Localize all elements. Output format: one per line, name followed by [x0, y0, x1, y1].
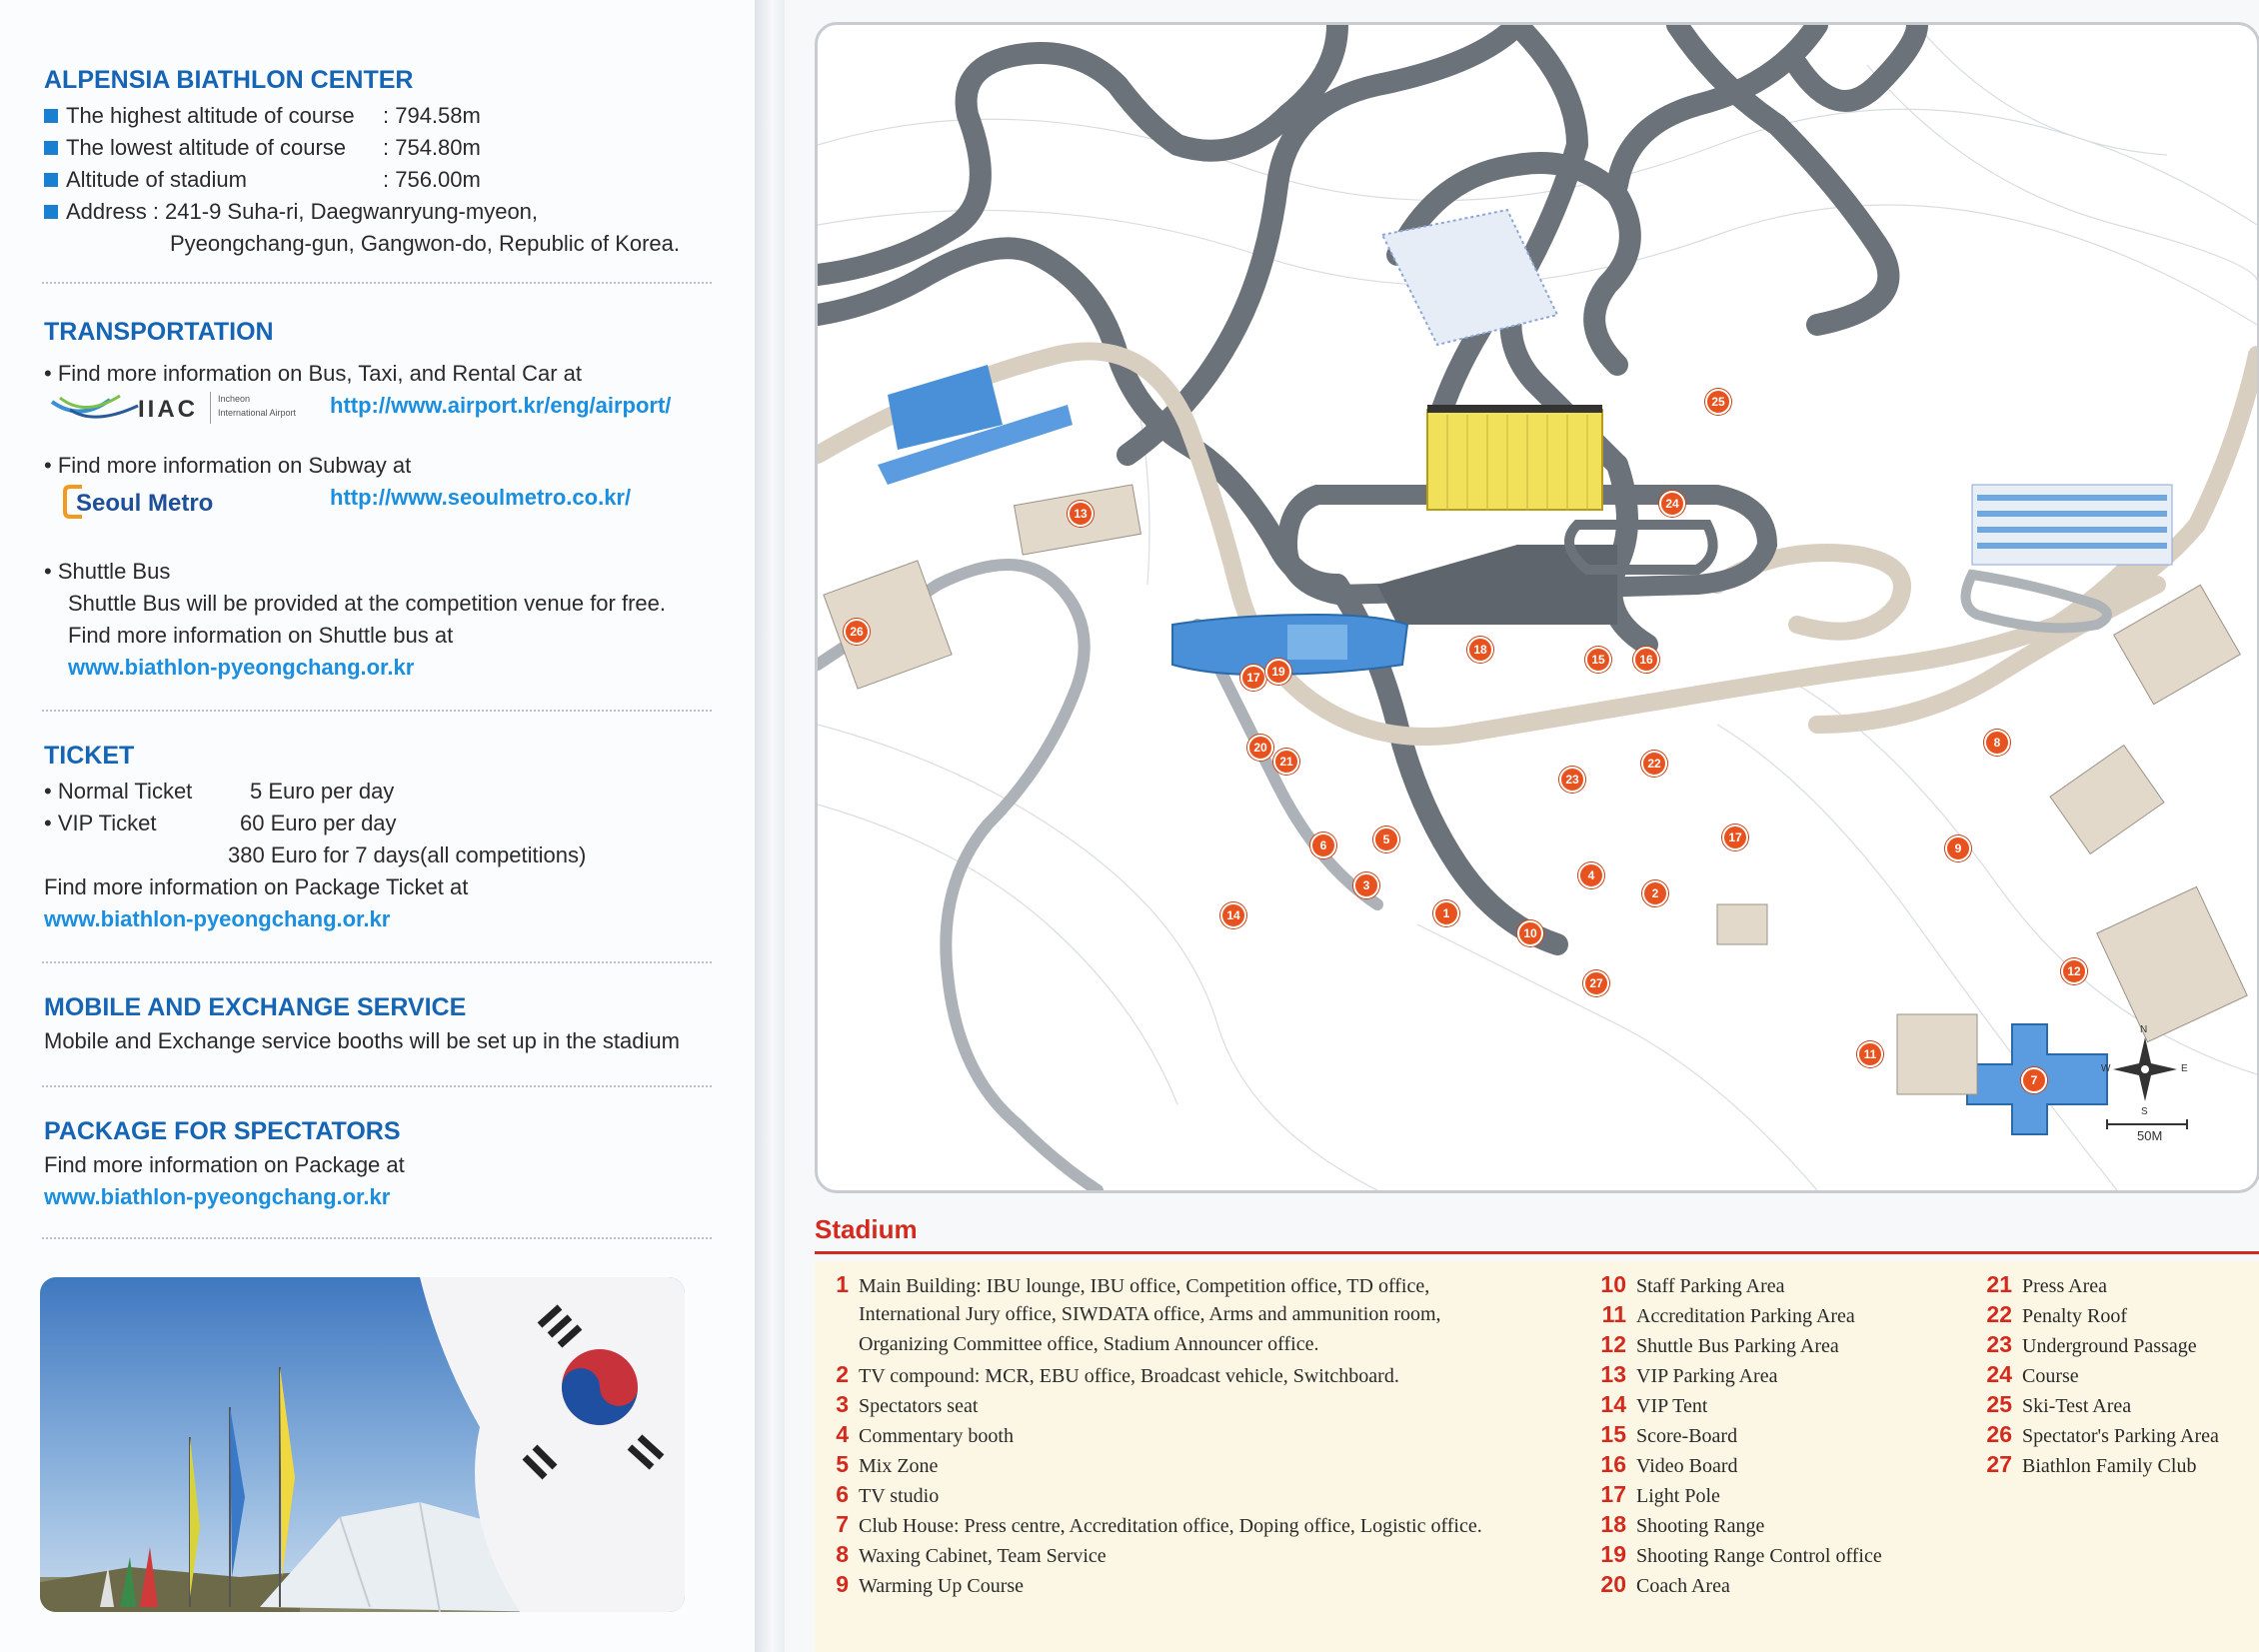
legend-rule [815, 1251, 2259, 1254]
map-marker[interactable]: 12 [2061, 958, 2087, 984]
map-marker[interactable]: 14 [1220, 902, 1246, 928]
legend-item-11: 11 Accreditation Parking Area [1601, 1301, 1855, 1327]
legend-item-3: 3 Spectators seat [836, 1391, 979, 1417]
map-marker[interactable]: 26 [844, 619, 870, 645]
ticket-link[interactable]: www.biathlon-pyeongchang.or.kr [44, 906, 391, 931]
legend-item-22: 22 Penalty Roof [1986, 1301, 2127, 1327]
map-marker[interactable]: 16 [1633, 647, 1659, 673]
map-marker[interactable]: 6 [1310, 832, 1336, 858]
flags-photo [40, 1277, 685, 1612]
info-panel: ALPENSIA BIATHLON CENTER The highest altitude of course : 794.58m The lowest altitude of course : 754.80m Altitude of stadium : 756.00m Address : 241-9 Suha-ri, Daegwanryung-myeon, Pyeongchang-gun, Gangwon-do, Republic of Korea. TRANSPORTATION • Find more information on Bus, Taxi, and Rental Car at IIAC Incheon International Airport http://www.airport.kr/eng/airport/ • Find more information on Subway at Seoul Metro http://www.seoulmetro.co.kr/ • Shuttle Bus Shuttle Bus will be provided at the competition venue for free. Find more information on Shuttle bus at www.biathlon-pyeongchang.or.kr TICKET • Normal Ticket 5 Euro per day • VIP Ticket 60 Euro per day 380 Euro for 7 days(all competitions) Find more information on Package Ticket at www.biathlon-pyeongchang.or.kr MOBILE AND EXCHANGE SERVICE Mobile and Exchange service booths will be set up in the stadium PACKAGE FOR SPECTATORS Find more information on Package at www.biathlon-pyeongchang.or.kr [0, 0, 755, 1652]
divider [42, 961, 712, 963]
normal-ticket-price: 5 Euro per day [250, 779, 395, 804]
altitude-lowest: The lowest altitude of course : 754.80m [44, 132, 481, 164]
legend-item-16: 16 Video Board [1600, 1451, 1738, 1477]
vip-ticket-price: 60 Euro per day [240, 811, 397, 835]
compass-w: W [2101, 1063, 2111, 1074]
map-marker[interactable]: 23 [1559, 767, 1585, 793]
divider [42, 1237, 712, 1239]
map-marker[interactable]: 3 [1353, 872, 1379, 898]
map-marker[interactable]: 22 [1641, 751, 1667, 777]
legend-item-17: 17 Light Pole [1600, 1481, 1720, 1507]
ticket-title: TICKET [44, 742, 135, 770]
map-marker[interactable]: 1 [1433, 900, 1459, 926]
legend-item-24: 24 Course [1986, 1361, 2079, 1387]
compass-icon [2113, 1037, 2177, 1101]
scale-label: 50M [2137, 1128, 2163, 1143]
airport-link[interactable]: http://www.airport.kr/eng/airport/ [330, 393, 672, 418]
iiac-logo: IIAC Incheon International Airport [50, 392, 320, 426]
legend-item-6: 6 TV studio [836, 1481, 940, 1507]
compass-s: S [2141, 1106, 2148, 1117]
map-marker[interactable]: 27 [1583, 970, 1609, 996]
bullet-square-icon [44, 141, 58, 155]
normal-ticket-label: • Normal Ticket [44, 779, 193, 804]
divider [42, 1085, 712, 1087]
legend-item-1-cont2: Organizing Committee office, Stadium Announcer office. [859, 1333, 1319, 1355]
vip-ticket-price-7days: 380 Euro for 7 days(all competitions) [228, 842, 587, 867]
map-marker[interactable]: 4 [1578, 862, 1604, 888]
legend-item-27: 27 Biathlon Family Club [1986, 1451, 2197, 1477]
legend-item-8: 8 Waxing Cabinet, Team Service [836, 1541, 1107, 1567]
shuttle-title: • Shuttle Bus [44, 559, 171, 584]
bullet-square-icon [44, 205, 58, 219]
center-title: ALPENSIA BIATHLON CENTER [44, 66, 414, 94]
map-marker[interactable]: 17 [1722, 825, 1748, 850]
altitude-stadium: Altitude of stadium : 756.00m [44, 164, 481, 196]
flags-photo-illustration [40, 1277, 685, 1612]
venue-map-drawing [818, 25, 2257, 1190]
package-ticket-info: Find more information on Package Ticket at [44, 874, 469, 899]
package-text: Find more information on Package at [44, 1152, 405, 1177]
compass-n: N [2140, 1024, 2148, 1035]
map-marker[interactable]: 10 [1517, 920, 1543, 946]
mobile-text: Mobile and Exchange service booths will be set up in the stadium [44, 1028, 680, 1053]
legend-item-25: 25 Ski-Test Area [1986, 1391, 2132, 1417]
legend-item-15: 15 Score-Board [1600, 1421, 1738, 1447]
address: Address : 241-9 Suha-ri, Daegwanryung-myeon, [44, 196, 538, 228]
legend-item-5: 5 Mix Zone [836, 1451, 939, 1477]
legend-item-1-cont: International Jury office, SIWDATA office, Arms and ammunition room, [859, 1303, 1441, 1325]
map-marker[interactable]: 13 [1068, 501, 1094, 527]
subway-link[interactable]: http://www.seoulmetro.co.kr/ [330, 485, 632, 510]
map-marker[interactable]: 19 [1265, 659, 1291, 685]
legend-item-7: 7 Club House: Press centre, Accreditation office, Doping office, Logistic office. [836, 1511, 1482, 1537]
legend-item-1: 1 Main Building: IBU lounge, IBU office, Competition office, TD office, [836, 1271, 1430, 1297]
legend-item-9: 9 Warming Up Course [836, 1571, 1025, 1597]
map-marker[interactable]: 25 [1705, 389, 1731, 415]
package-title: PACKAGE FOR SPECTATORS [44, 1117, 401, 1145]
legend-item-13: 13 VIP Parking Area [1600, 1361, 1778, 1387]
legend-item-23: 23 Underground Passage [1986, 1331, 2197, 1357]
legend-item-4: 4 Commentary booth [836, 1421, 1014, 1447]
address-line2: Pyeongchang-gun, Gangwon-do, Republic of Korea. [170, 231, 681, 256]
bullet-square-icon [44, 109, 58, 123]
mobile-title: MOBILE AND EXCHANGE SERVICE [44, 993, 467, 1021]
legend-title: Stadium [815, 1214, 918, 1244]
map-marker[interactable]: 24 [1659, 491, 1685, 517]
map-marker[interactable]: 2 [1642, 880, 1668, 906]
map-marker[interactable]: 20 [1247, 735, 1273, 761]
legend-item-12: 12 Shuttle Bus Parking Area [1600, 1331, 1839, 1357]
map-marker[interactable]: 17 [1240, 665, 1266, 691]
legend-item-10: 10 Staff Parking Area [1600, 1271, 1785, 1297]
vip-ticket-label: • VIP Ticket [44, 811, 157, 835]
divider [42, 710, 712, 712]
altitude-highest: The highest altitude of course : 794.58m [44, 100, 481, 132]
legend-item-20: 20 Coach Area [1600, 1571, 1730, 1597]
map-marker[interactable]: 9 [1945, 835, 1971, 861]
legend-item-19: 19 Shooting Range Control office [1600, 1541, 1882, 1567]
page-fold [755, 0, 785, 1652]
transportation-title: TRANSPORTATION [44, 318, 274, 346]
legend-item-21: 21 Press Area [1986, 1271, 2107, 1297]
map-marker[interactable]: 5 [1373, 826, 1399, 852]
subway-info: • Find more information on Subway at [44, 453, 412, 478]
legend-item-2: 2 TV compound: MCR, EBU office, Broadcast vehicle, Switchboard. [836, 1361, 1399, 1387]
shuttle-link[interactable]: www.biathlon-pyeongchang.or.kr [68, 655, 415, 680]
compass-e: E [2181, 1063, 2188, 1074]
iiac-swoosh-icon [50, 392, 140, 426]
map-marker[interactable]: 11 [1857, 1041, 1883, 1067]
package-link[interactable]: www.biathlon-pyeongchang.or.kr [44, 1184, 391, 1209]
legend-item-14: 14 VIP Tent [1600, 1391, 1708, 1417]
shuttle-line1: Shuttle Bus will be provided at the competition venue for free. [68, 591, 667, 616]
bullet-square-icon [44, 173, 58, 187]
legend-box [815, 1261, 2259, 1652]
map-marker[interactable]: 8 [1984, 730, 2010, 756]
legend-item-18: 18 Shooting Range [1600, 1511, 1765, 1537]
map-marker[interactable]: 18 [1467, 637, 1493, 663]
legend-item-26: 26 Spectator's Parking Area [1986, 1421, 2219, 1447]
bus-info: • Find more information on Bus, Taxi, and Rental Car at [44, 361, 583, 386]
map-marker[interactable]: 7 [2021, 1067, 2047, 1093]
venue-map[interactable] [815, 22, 2259, 1193]
map-marker[interactable]: 15 [1585, 647, 1611, 673]
map-marker[interactable]: 21 [1273, 749, 1299, 775]
divider [42, 282, 712, 284]
shuttle-line2: Find more information on Shuttle bus at [68, 623, 454, 648]
